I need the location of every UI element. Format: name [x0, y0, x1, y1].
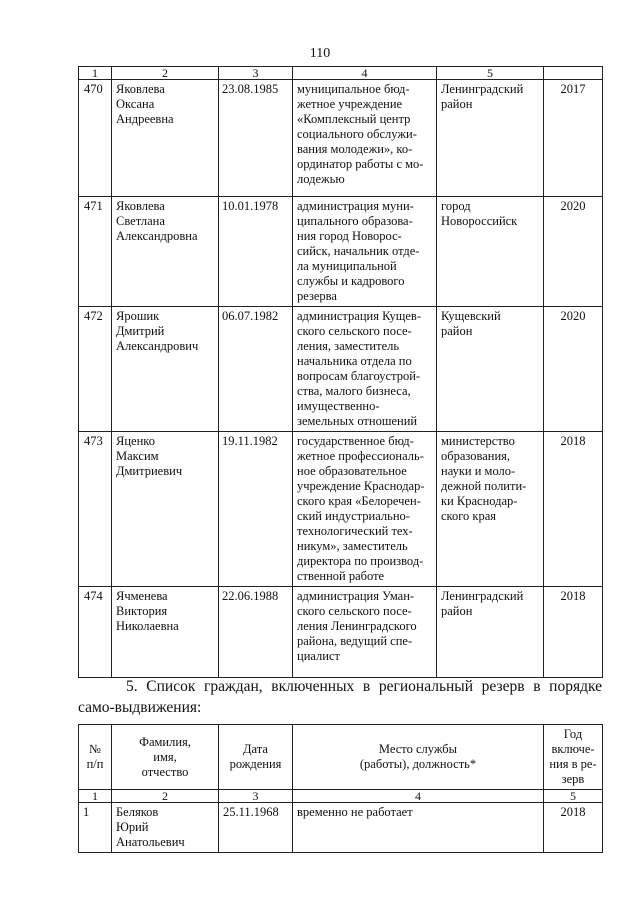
self-nomination-table: [78, 724, 603, 853]
header-year: Год включе- ния в ре- зерв: [544, 725, 603, 790]
column-number: 5: [437, 67, 544, 80]
table-row: [79, 587, 603, 678]
table-row: [79, 803, 603, 853]
column-numbers-row: [79, 67, 603, 80]
column-number: 2: [112, 790, 219, 803]
workplace-position: администрация Кущев- ского сельского посе- ления, заместитель начальника отдела по вопросам благоустрой- ства, малого бизнеса, имущественно- земельных отношений: [293, 307, 437, 432]
row-number: 1: [79, 803, 112, 853]
district: Ленинградский район: [437, 587, 544, 678]
row-number: 474: [79, 587, 112, 678]
header-full-name: Фамилия, имя, отчество: [112, 725, 219, 790]
inclusion-year: 2018: [544, 803, 603, 853]
header-number: № п/п: [79, 725, 112, 790]
inclusion-year: 2018: [544, 587, 603, 678]
full-name: Ярошик Дмитрий Александрович: [112, 307, 219, 432]
birth-date: 19.11.1982: [219, 432, 293, 587]
column-number: 1: [79, 790, 112, 803]
row-number: 470: [79, 80, 112, 197]
full-name: Яковлева Светлана Александровна: [112, 197, 219, 307]
full-name: Яковлева Оксана Андреевна: [112, 80, 219, 197]
section-title: 5. Список граждан, включенных в региональный резерв в порядке само-выдвижения:: [78, 678, 602, 716]
inclusion-year: 2020: [544, 197, 603, 307]
page-number: 110: [309, 46, 331, 61]
workplace-position: администрация муни- ципального образова- ния город Новорос- сийск, начальник отде- ла муниципальной службы и кадрового резерва: [293, 197, 437, 307]
header-birth-date: Дата рождения: [219, 725, 293, 790]
reserve-table: [78, 66, 603, 678]
header-workplace: Место службы (работы), должность*: [293, 725, 544, 790]
district: Ленинградский район: [437, 80, 544, 197]
inclusion-year: 2017: [544, 80, 603, 197]
district: город Новороссийск: [437, 197, 544, 307]
column-number: 3: [219, 790, 293, 803]
table-row: [79, 197, 603, 307]
column-number: 4: [293, 67, 437, 80]
birth-date: 23.08.1985: [219, 80, 293, 197]
full-name: Ячменева Виктория Николаевна: [112, 587, 219, 678]
workplace-position: администрация Уман- ского сельского посе- ления Ленинградского района, ведущий спе- циалист: [293, 587, 437, 678]
full-name: Яценко Максим Дмитриевич: [112, 432, 219, 587]
table-row: [79, 432, 603, 587]
district: Кущевский район: [437, 307, 544, 432]
workplace-position: государственное бюд- жетное профессиональ- ное образовательное учреждение Краснодар- ского края «Белоречен- ский индустриально- технологический тех- никум», заместитель директора по производ- ственной работе: [293, 432, 437, 587]
table-row: [79, 80, 603, 197]
column-number: 1: [79, 67, 112, 80]
birth-date: 25.11.1968: [219, 803, 293, 853]
inclusion-year: 2018: [544, 432, 603, 587]
workplace-position: временно не работает: [293, 803, 544, 853]
column-numbers-row: [79, 790, 603, 803]
column-number: 3: [219, 67, 293, 80]
table-row: [79, 307, 603, 432]
inclusion-year: 2020: [544, 307, 603, 432]
row-number: 472: [79, 307, 112, 432]
birth-date: 06.07.1982: [219, 307, 293, 432]
workplace-position: муниципальное бюд- жетное учреждение «Комплексный центр социального обслужи- вания молодежи», ко- ординатор работы с мо- лодежью: [293, 80, 437, 197]
header-row: [79, 725, 603, 790]
row-number: 471: [79, 197, 112, 307]
column-number: [544, 67, 603, 80]
column-number: 4: [293, 790, 544, 803]
birth-date: 22.06.1988: [219, 587, 293, 678]
district: министерство образования, науки и моло- дежной полити- ки Краснодар- ского края: [437, 432, 544, 587]
full-name: Беляков Юрий Анатольевич: [112, 803, 219, 853]
column-number: 2: [112, 67, 219, 80]
row-number: 473: [79, 432, 112, 587]
birth-date: 10.01.1978: [219, 197, 293, 307]
column-number: 5: [544, 790, 603, 803]
